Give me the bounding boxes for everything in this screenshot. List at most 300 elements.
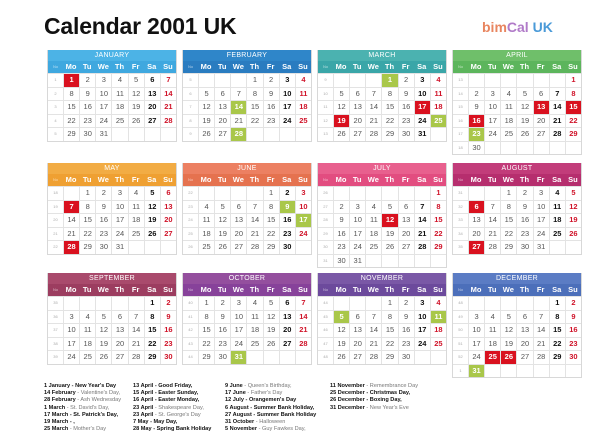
weekday-label: Fr [536,285,545,294]
day-cell: 4 [79,311,95,324]
day-cell: 8 [198,311,214,324]
day-cell: 28 [230,128,246,141]
day-cell: 15 [381,101,397,114]
day-cell: 3 [349,201,365,214]
empty-cell [549,74,565,87]
day-cell: 30 [79,128,95,141]
day-cell: 18 [365,228,381,241]
week-number: 29 [323,230,328,236]
month-title: JULY [318,163,446,174]
day-cell: 14 [128,324,144,337]
day-cell: 21 [484,228,500,241]
empty-cell [549,365,565,378]
day-cell: 19 [333,338,349,351]
month-november [317,273,447,365]
week-row [48,114,176,128]
empty-cell [95,297,111,310]
empty-cell [349,187,365,200]
day-cell: 6 [349,311,365,324]
week-row [453,73,581,87]
weekday-header [453,284,581,296]
day-cell: 4 [365,201,381,214]
day-cell: 22 [500,228,516,241]
day-cell: 31 [111,241,127,254]
holiday-note: 17 March - St. Patrick's Day, [44,411,118,418]
weekday-label: Mo [335,62,347,71]
day-cell: 20 [214,115,230,128]
day-cell: 7 [128,311,144,324]
empty-cell [533,365,549,378]
day-cell: 9 [279,201,295,214]
day-cell: 18 [79,338,95,351]
week-number: 52 [458,354,463,359]
day-cell: 17 [484,115,500,128]
day-cell: 7 [549,88,565,101]
weekday-label: Tu [82,285,92,294]
empty-cell [484,297,500,310]
weekday-label: Su [433,62,443,71]
week-number: 23 [188,203,193,209]
empty-cell [484,187,500,200]
day-cell: 18 [500,115,516,128]
day-cell: 23 [565,338,581,351]
weekday-header [48,61,176,73]
month-title: SEPTEMBER [48,273,176,284]
day-cell: 12 [144,201,160,214]
week-row [183,87,311,101]
week-row [318,296,446,310]
weekday-label: Fr [131,175,140,184]
day-cell: 26 [263,338,279,351]
day-cell: 30 [279,241,295,254]
brand-part: UK [528,19,553,35]
empty-cell [128,241,144,254]
empty-cell [414,255,430,268]
day-cell: 6 [516,311,532,324]
week-row [318,100,446,114]
empty-cell [484,142,500,155]
empty-cell [263,351,279,364]
weekday-label: We [232,62,244,71]
day-cell: 10 [230,311,246,324]
day-cell: 22 [549,338,565,351]
holiday-note: 27 August - Summer Bank Holiday [225,411,317,418]
weekday-label: Mo [65,62,77,71]
day-cell: 28 [246,241,262,254]
empty-cell [468,297,484,310]
empty-cell [533,297,549,310]
day-cell: 16 [398,324,414,337]
weekday-label: Sa [417,62,427,71]
day-cell: 4 [430,74,446,87]
day-cell: 6 [349,88,365,101]
day-cell: 5 [333,311,349,324]
day-cell: 14 [484,214,500,227]
weekday-label: Th [249,285,260,294]
day-cell: 2 [468,88,484,101]
weekday-label: We [232,285,244,294]
day-cell: 13 [398,214,414,227]
day-cell: 3 [95,74,111,87]
weekday-label: Fr [266,285,275,294]
week-number: 35 [458,244,463,249]
day-cell: 5 [95,311,111,324]
notes-column [44,383,121,433]
day-cell: 16 [263,101,279,114]
holiday-note: 14 February - Valentine's Day, [44,390,121,397]
empty-cell [398,187,414,200]
empty-cell [295,128,311,141]
week-number: 28 [323,217,328,222]
day-cell: 26 [95,351,111,364]
day-cell: 19 [565,214,581,227]
holiday-note: 26 December - Boxing Day, [330,397,402,404]
weekday-label: Tu [217,285,227,294]
week-number: 51 [458,340,463,346]
day-cell: 21 [230,115,246,128]
day-cell: 27 [279,338,295,351]
weekday-label: Sa [147,175,157,184]
day-cell: 15 [430,214,446,227]
empty-cell [468,74,484,87]
weekday-label: Su [568,175,578,184]
day-cell: 24 [95,115,111,128]
holiday-note: 31 October - Halloween [225,419,286,426]
week-row [453,323,581,337]
empty-cell [111,297,127,310]
day-cell: 12 [516,101,532,114]
week-row [48,87,176,101]
week-row [318,87,446,101]
weekday-header [453,61,581,73]
weekday-label: Mo [200,175,212,184]
empty-cell [198,74,214,87]
day-cell: 10 [468,324,484,337]
day-cell: 5 [128,74,144,87]
weekday-label: No [322,177,329,182]
day-cell: 25 [500,128,516,141]
empty-cell [533,142,549,155]
weekday-label: Mo [335,175,347,184]
weekday-label: Su [163,285,173,294]
day-cell: 25 [549,228,565,241]
day-cell: 31 [95,128,111,141]
weekday-label: No [322,287,329,292]
notes-column [225,383,316,433]
day-cell: 22 [144,338,160,351]
week-row [318,127,446,141]
week-number: 5 [189,77,192,82]
month-july [317,163,447,268]
day-cell: 29 [381,351,397,364]
week-row [453,200,581,214]
holiday-note: 13 April - Good Friday, [133,383,193,389]
weekday-label: Tu [352,175,362,184]
holiday-note: 11 November - Remembrance Day [330,383,418,389]
day-cell: 29 [63,128,79,141]
day-cell: 16 [279,214,295,227]
week-number: 19 [53,203,58,209]
holiday-note: 28 February - Ash Wednesday [44,397,122,404]
day-cell: 21 [414,228,430,241]
day-cell: 17 [95,101,111,114]
empty-cell [533,74,549,87]
week-number: 16 [458,117,463,123]
day-cell: 26 [214,241,230,254]
day-cell: 30 [516,241,532,254]
weekday-label: Fr [536,175,545,184]
week-number: 24 [188,217,193,222]
day-cell: 24 [468,351,484,364]
day-cell: 18 [295,101,311,114]
empty-cell [279,128,295,141]
day-cell: 8 [144,311,160,324]
day-cell: 2 [279,187,295,200]
week-row [318,213,446,227]
weekday-label: Sa [282,62,292,71]
day-cell: 16 [95,214,111,227]
day-cell: 13 [279,311,295,324]
day-cell: 27 [349,351,365,364]
week-number: 50 [458,327,463,332]
week-row [48,310,176,324]
day-cell: 2 [398,74,414,87]
day-cell: 17 [468,338,484,351]
weekday-label: Fr [266,62,275,71]
week-row [48,296,176,310]
week-row [183,100,311,114]
day-cell: 28 [295,338,311,351]
day-cell: 23 [263,115,279,128]
weekday-label: Th [519,285,530,294]
day-cell: 23 [160,338,176,351]
day-cell: 19 [381,228,397,241]
day-cell: 8 [500,201,516,214]
day-cell: 5 [500,311,516,324]
day-cell: 11 [111,88,127,101]
empty-cell [565,241,581,254]
day-cell: 10 [295,201,311,214]
day-cell: 26 [500,351,516,364]
day-cell: 12 [214,214,230,227]
day-cell: 24 [349,241,365,254]
weekday-label: Mo [470,285,482,294]
day-cell: 14 [246,214,262,227]
weekday-label: We [97,62,109,71]
week-row [48,323,176,337]
day-cell: 23 [333,241,349,254]
day-cell: 11 [430,88,446,101]
day-cell: 22 [381,115,397,128]
empty-cell [365,187,381,200]
weekday-label: Fr [266,175,275,184]
day-cell: 18 [198,228,214,241]
week-number: 21 [53,230,58,236]
day-cell: 2 [398,297,414,310]
month-april [452,50,582,155]
day-cell: 22 [63,115,79,128]
day-cell: 22 [79,228,95,241]
weekday-label: Tu [352,62,362,71]
weekday-label: We [502,175,514,184]
week-number: 31 [458,190,463,195]
day-cell: 3 [484,88,500,101]
day-cell: 12 [95,324,111,337]
day-cell: 16 [468,115,484,128]
day-cell: 7 [295,297,311,310]
day-cell: 30 [95,241,111,254]
week-number: 22 [188,190,193,195]
week-number: 13 [458,77,463,82]
day-cell: 7 [230,88,246,101]
day-cell: 30 [468,142,484,155]
day-cell: 17 [279,101,295,114]
day-cell: 4 [549,187,565,200]
month-title: FEBRUARY [183,50,311,61]
day-cell: 12 [198,101,214,114]
weekday-label: Su [568,285,578,294]
week-number: 26 [323,190,328,195]
month-august [452,163,582,255]
month-february [182,50,312,142]
day-cell: 27 [533,128,549,141]
day-cell: 18 [128,214,144,227]
day-cell: 26 [381,241,397,254]
month-may [47,163,177,255]
day-cell: 29 [381,128,397,141]
day-cell: 1 [198,297,214,310]
empty-cell [160,128,176,141]
empty-cell [263,128,279,141]
day-cell: 14 [414,214,430,227]
week-number: 25 [188,230,193,236]
weekday-label: Sa [552,62,562,71]
day-cell: 3 [468,311,484,324]
day-cell: 14 [295,311,311,324]
day-cell: 20 [533,115,549,128]
day-cell: 26 [333,128,349,141]
day-cell: 3 [63,311,79,324]
day-cell: 13 [349,101,365,114]
weekday-header [48,174,176,186]
week-row [183,213,311,227]
week-row [453,364,581,378]
day-cell: 5 [333,88,349,101]
day-cell: 24 [414,338,430,351]
weekday-label: Fr [401,175,410,184]
day-cell: 4 [484,311,500,324]
month-december [452,273,582,378]
weekday-header [183,284,311,296]
day-cell: 27 [230,241,246,254]
day-cell: 16 [160,324,176,337]
holiday-note: 31 December - New Year's Eve [330,404,409,411]
day-cell: 19 [214,228,230,241]
page-title: Calendar 2001 UK [44,13,237,39]
week-number: 2 [54,90,57,96]
week-row [453,240,581,254]
empty-cell [246,351,262,364]
empty-cell [333,297,349,310]
day-cell: 8 [549,311,565,324]
day-cell: 6 [160,187,176,200]
day-cell: 19 [333,115,349,128]
day-cell: 28 [533,351,549,364]
day-cell: 9 [398,311,414,324]
day-cell: 2 [516,187,532,200]
empty-cell [381,187,397,200]
holiday-note: 12 July - Orangemen's Day [225,397,297,404]
day-cell: 6 [111,311,127,324]
day-cell: 28 [63,241,79,254]
weekday-label: Sa [417,285,427,294]
day-cell: 19 [263,324,279,337]
day-cell: 26 [333,351,349,364]
week-number: 47 [323,340,328,346]
empty-cell [230,74,246,87]
day-cell: 9 [214,311,230,324]
day-cell: 14 [549,101,565,114]
week-row [318,254,446,268]
day-cell: 30 [160,351,176,364]
day-cell: 14 [365,324,381,337]
day-cell: 11 [198,214,214,227]
day-cell: 20 [349,115,365,128]
weekday-label: We [97,285,109,294]
empty-cell [279,351,295,364]
day-cell: 4 [295,74,311,87]
week-row [48,213,176,227]
week-row [318,200,446,214]
day-cell: 4 [430,297,446,310]
empty-cell [198,187,214,200]
day-cell: 15 [246,101,262,114]
week-row [48,227,176,241]
day-cell: 29 [198,351,214,364]
weekday-label: We [97,175,109,184]
holiday-note: 23 April - Shakespeare Day, [133,404,204,411]
week-number: 41 [188,313,193,319]
empty-cell [516,142,532,155]
week-row [318,337,446,351]
day-cell: 23 [95,228,111,241]
empty-cell [333,74,349,87]
week-row [183,240,311,254]
day-cell: 15 [549,324,565,337]
day-cell: 31 [349,255,365,268]
week-number: 13 [323,131,328,136]
week-row [48,337,176,351]
week-row [183,186,311,200]
day-cell: 21 [63,228,79,241]
day-cell: 1 [381,297,397,310]
day-cell: 10 [414,88,430,101]
day-cell: 30 [565,351,581,364]
day-cell: 26 [565,228,581,241]
day-cell: 13 [230,214,246,227]
empty-cell [549,241,565,254]
day-cell: 12 [500,324,516,337]
empty-cell [549,142,565,155]
day-cell: 4 [128,187,144,200]
day-cell: 28 [128,351,144,364]
weekday-label: Tu [217,62,227,71]
day-cell: 3 [295,187,311,200]
day-cell: 30 [333,255,349,268]
day-cell: 9 [79,88,95,101]
weekday-label: We [502,62,514,71]
day-cell: 2 [333,201,349,214]
